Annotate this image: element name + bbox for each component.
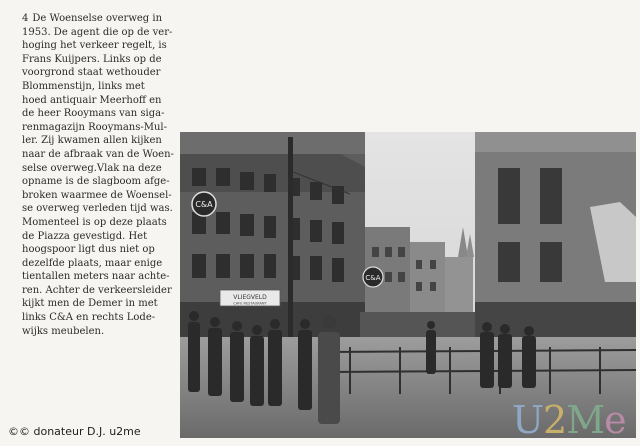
caption-line: ler. Zij kwamen allen kijken (22, 135, 162, 147)
caption-line: tientallen meters naar achte- (22, 271, 170, 283)
caption-line: opname is de slagboom afge- (22, 176, 170, 188)
caption-line: dezelfde plaats, maar enige (22, 257, 163, 269)
caption-number: 4 (22, 13, 29, 24)
caption-line: Momenteel is op deze plaats (22, 216, 167, 228)
left-building (180, 132, 365, 342)
caption-line: hoed antiquair Meerhoff en (22, 94, 162, 106)
watermark-letter: e (604, 398, 626, 442)
caption (22, 12, 172, 338)
vliegveld-sign (220, 290, 280, 306)
caption-line: links C&A en rechts Lode- (22, 312, 156, 324)
svg-text:VLIEGVELD: VLIEGVELD (233, 294, 267, 301)
caption-line: voorgrond staat wethouder (22, 67, 161, 79)
caption-line: hoogspoor ligt dus niet op (22, 244, 155, 256)
caption-line: naar de afbraak van de Woen- (22, 148, 174, 160)
caption-line: hoging het verkeer regelt, is (22, 40, 167, 52)
caption-line: renmagazijn Rooymans-Mul- (22, 121, 168, 133)
watermark-logo (512, 398, 626, 442)
lamp-post (288, 137, 293, 367)
photo-credit: ©© donateur D.J. u2me (8, 425, 141, 438)
caption-line: de Piazza gevestigd. Het (22, 230, 148, 242)
historic-street-photo (180, 132, 636, 438)
watermark-letter: U (512, 398, 544, 442)
ca-sign-right (363, 267, 383, 287)
street-scene (180, 132, 636, 438)
caption-line: 1953. De agent die op de ver- (22, 26, 173, 38)
right-building (475, 132, 636, 352)
caption-line: Frans Kuijpers. Links op de (22, 53, 162, 65)
caption-line: se overweg verleden tijd was. (22, 203, 173, 215)
caption-line: kijkt men de Demer in met (22, 298, 158, 310)
svg-text:C&A: C&A (195, 200, 213, 209)
caption-line: de heer Rooymans van siga- (22, 108, 165, 120)
caption-line: selse overweg.Vlak na deze (22, 162, 162, 174)
watermark-letter: 2 (543, 398, 567, 442)
svg-text:C&A: C&A (365, 274, 381, 282)
caption-line: wijks meubelen. (22, 325, 105, 337)
caption-line: ren. Achter de verkeersleider (22, 284, 172, 296)
ca-sign-left (192, 192, 216, 216)
caption-line-0: 4 De Woenselse overweg in (22, 13, 163, 24)
svg-text:CAFE RESTAURANT: CAFE RESTAURANT (233, 301, 267, 306)
watermark-letter: M (566, 398, 605, 442)
caption-line: broken waarmee de Woensel- (22, 189, 172, 201)
caption-line: Blommenstijn, links met (22, 80, 145, 92)
